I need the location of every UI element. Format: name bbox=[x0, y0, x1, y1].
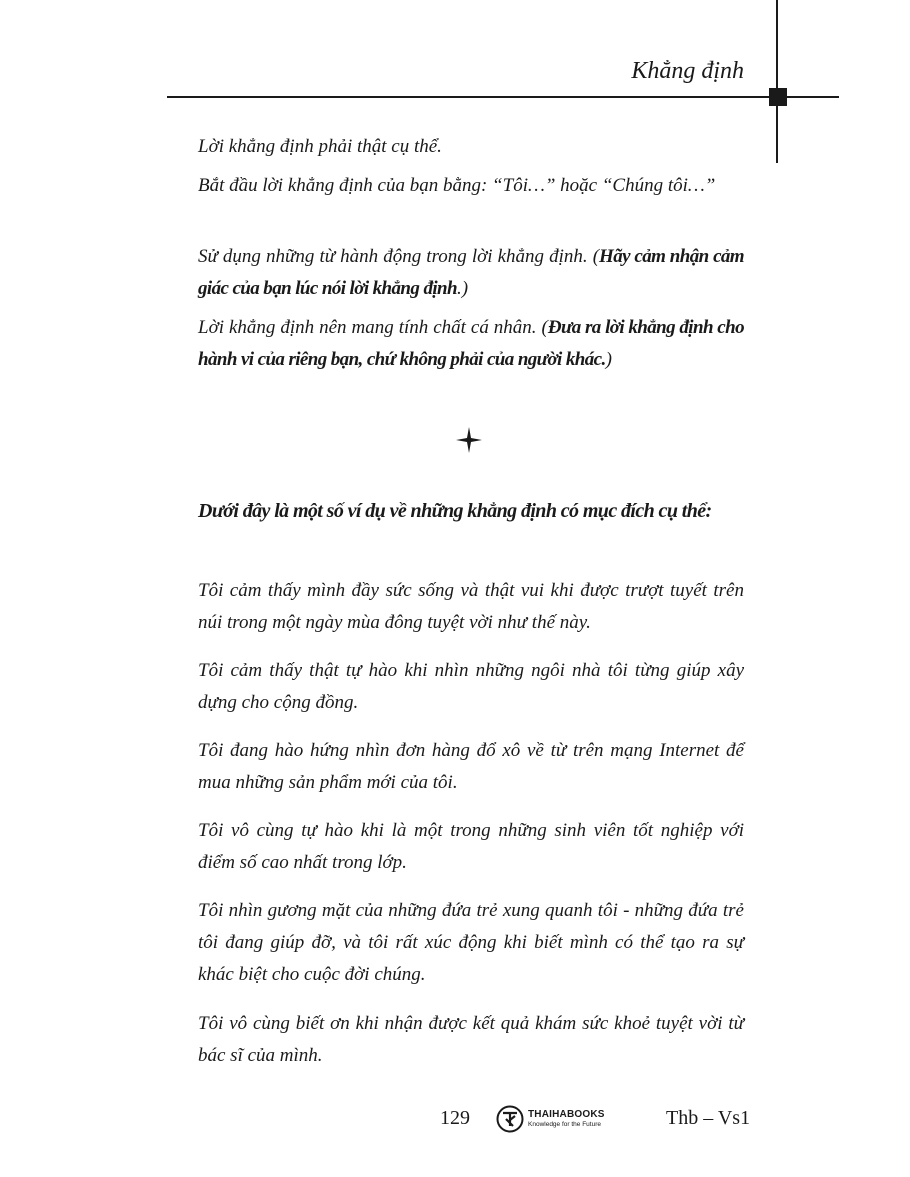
examples-heading: Dưới đây là một số ví dụ về những khẳng định có mục đích cụ thể: bbox=[198, 500, 712, 522]
rule-text-after: ) bbox=[605, 349, 612, 370]
rule-text-after: .) bbox=[456, 278, 469, 299]
rule-emphasis: Đưa ra lời khẳng định cho hành vi của riêng bạn, chứ không phải của người khác. bbox=[198, 317, 744, 370]
header-rule bbox=[167, 96, 839, 98]
rule-text: Lời khẳng định phải thật cụ thể. bbox=[198, 136, 442, 157]
crop-mark-vertical bbox=[776, 0, 778, 163]
rule-emphasis: Hãy cảm nhận cảm giác của bạn lúc nói lời khẳng định bbox=[198, 246, 744, 299]
example-paragraph: Tôi vô cùng tự hào khi là một trong những sinh viên tốt nghiệp với điểm số cao nhất trong lớp. bbox=[198, 820, 744, 873]
example-paragraph: Tôi cảm thấy mình đầy sức sống và thật vui khi được trượt tuyết trên núi trong một ngày mùa đông tuyệt vời như thế này. bbox=[198, 580, 744, 633]
book-code: Thb – Vs1 bbox=[666, 1107, 751, 1129]
publisher-tagline: Knowledge for the Future bbox=[528, 1121, 601, 1128]
publisher-logo-icon bbox=[496, 1105, 524, 1133]
rule-paragraph bbox=[198, 170, 744, 202]
rule-text: Lời khẳng định nên mang tính chất cá nhân. ( bbox=[198, 317, 548, 338]
example-paragraph: Tôi cảm thấy thật tự hào khi nhìn những ngôi nhà tôi từng giúp xây dựng cho cộng đồng. bbox=[198, 660, 744, 713]
rule-paragraph bbox=[198, 131, 744, 163]
page-number: 129 bbox=[440, 1107, 470, 1129]
example-paragraph: Tôi đang hào hứng nhìn đơn hàng đổ xô về từ trên mạng Internet để mua những sản phẩm mới của tôi. bbox=[198, 740, 744, 793]
four-point-star-icon bbox=[456, 427, 482, 453]
rule-paragraph bbox=[198, 241, 744, 305]
publisher-logo bbox=[496, 1105, 626, 1135]
rule-text: Sử dụng những từ hành động trong lời khẳng định. ( bbox=[198, 246, 600, 267]
crop-mark-square bbox=[769, 88, 787, 106]
rule-text: Bắt đầu lời khẳng định của bạn bằng: “Tôi…” hoặc “Chúng tôi…” bbox=[198, 175, 716, 196]
running-header-title: Khẳng định bbox=[631, 58, 744, 84]
example-paragraph: Tôi nhìn gương mặt của những đứa trẻ xung quanh tôi - những đứa trẻ tôi đang giúp đỡ, và tôi rất xúc động khi biết mình có thể tạo ra sự khác biệt cho cuộc đời chúng. bbox=[198, 900, 744, 985]
rule-paragraph bbox=[198, 312, 744, 376]
publisher-name: THAIHABOOKS bbox=[528, 1109, 605, 1120]
example-paragraph: Tôi vô cùng biết ơn khi nhận được kết quả khám sức khoẻ tuyệt vời từ bác sĩ của mình. bbox=[198, 1013, 744, 1066]
